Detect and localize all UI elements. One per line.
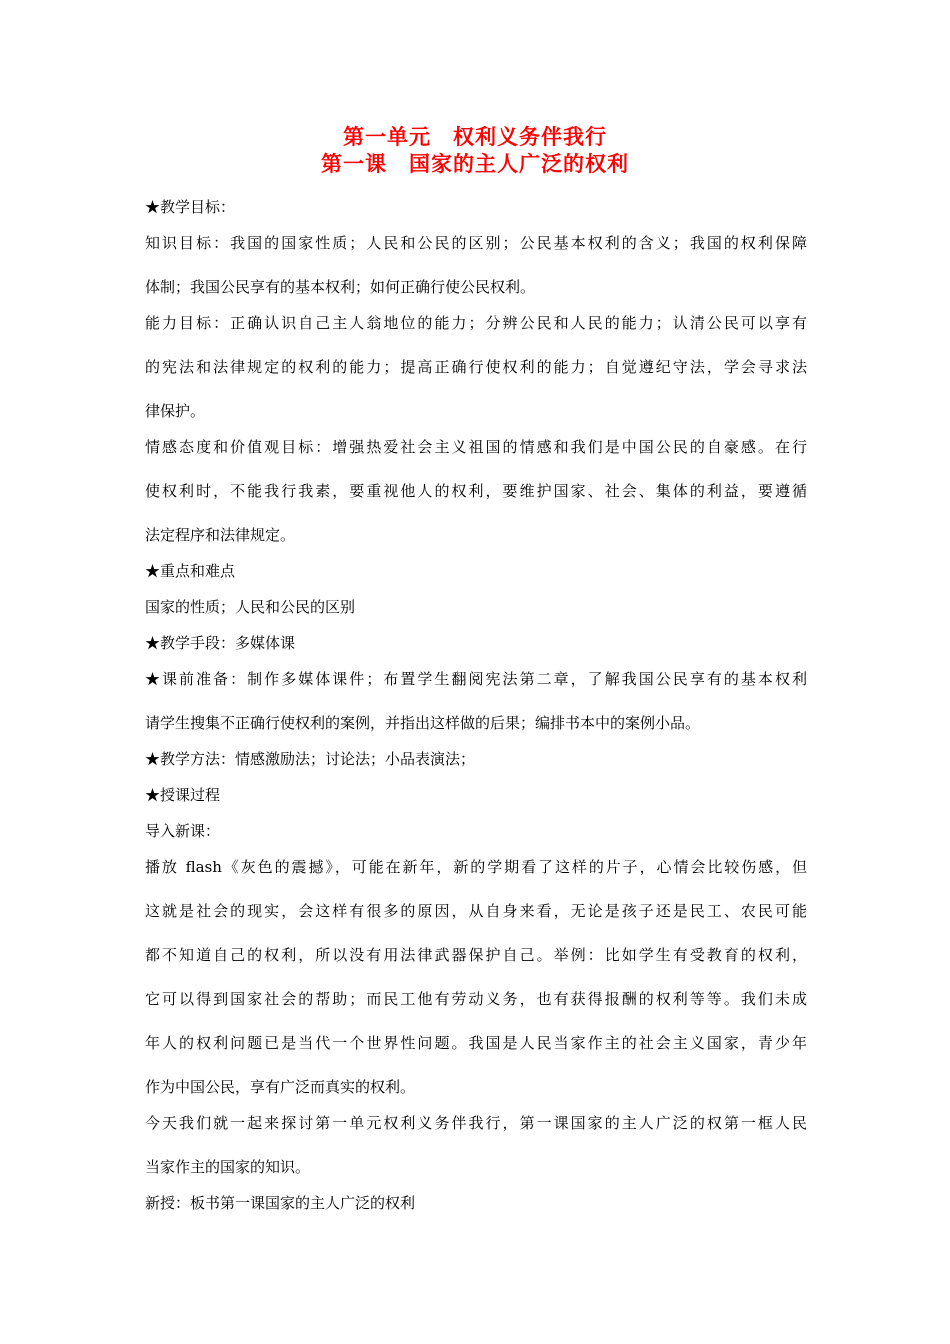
section-heading-process: ★授课过程: [145, 786, 221, 804]
teaching-methods: ★教学方法：情感激励法；讨论法；小品表演法；: [145, 750, 476, 768]
intro-paragraph-line-6: 作为中国公民，享有广泛而真实的权利。: [145, 1078, 416, 1096]
ability-objective-line-2: 的宪法和法律规定的权利的能力；提高正确行使权利的能力；自觉遵纪守法，学会寻求法: [145, 358, 807, 376]
preparation-line-2: 请学生搜集不正确行使权利的案例，并指出这样做的后果；编排书本中的案例小品。: [145, 714, 701, 732]
unit-title: 第一单元 权利义务伴我行: [343, 124, 607, 149]
intro-paragraph-line-1: 播放 flash《灰色的震撼》，可能在新年，新的学期看了这样的片子，心情会比较伤感，但: [145, 858, 807, 876]
intro-heading: 导入新课：: [145, 822, 221, 840]
intro-paragraph-line-5: 年人的权利问题已是当代一个世界性问题。我国是人民当家作主的社会主义国家，青少年: [145, 1034, 807, 1052]
intro-paragraph-line-2: 这就是社会的现实，会这样有很多的原因，从自身来看，无论是孩子还是民工、农民可能: [145, 902, 807, 920]
emotion-objective-line-1: 情感态度和价值观目标：增强热爱社会主义祖国的情感和我们是中国公民的自豪感。在行: [145, 438, 807, 456]
emotion-objective-line-2: 使权利时，不能我行我素，要重视他人的权利，要维护国家、社会、集体的利益，要遵循: [145, 482, 807, 500]
key-points-text: 国家的性质；人民和公民的区别: [145, 598, 356, 616]
knowledge-objective-line-2: 体制；我国公民享有的基本权利；如何正确行使公民权利。: [145, 278, 536, 296]
section-heading-objectives: ★教学目标：: [145, 198, 236, 216]
today-paragraph-line-1: 今天我们就一起来探讨第一单元权利义务伴我行，第一课国家的主人广泛的权第一框人民: [145, 1114, 807, 1132]
knowledge-objective-line-1: 知识目标：我国的国家性质；人民和公民的区别；公民基本权利的含义；我国的权利保障: [145, 234, 807, 252]
today-paragraph-line-2: 当家作主的国家的知识。: [145, 1158, 311, 1176]
section-heading-key-points: ★重点和难点: [145, 562, 236, 580]
document-body: [145, 200, 807, 1211]
lesson-title: 第一课 国家的主人广泛的权利: [321, 151, 629, 176]
teaching-means: ★教学手段：多媒体课: [145, 634, 296, 652]
new-lesson-line: 新授：板书第一课国家的主人广泛的权利: [145, 1194, 416, 1212]
ability-objective-line-3: 律保护。: [145, 402, 206, 420]
preparation-line-1: ★课前准备：制作多媒体课件；布置学生翻阅宪法第二章，了解我国公民享有的基本权利: [145, 670, 807, 688]
emotion-objective-line-3: 法定程序和法律规定。: [145, 526, 296, 544]
intro-paragraph-line-3: 都不知道自己的权利，所以没有用法律武器保护自己。举例：比如学生有受教育的权利，: [145, 946, 807, 964]
intro-paragraph-line-4: 它可以得到国家社会的帮助；而民工他有劳动义务，也有获得报酬的权利等等。我们未成: [145, 990, 807, 1008]
ability-objective-line-1: 能力目标：正确认识自己主人翁地位的能力；分辨公民和人民的能力；认清公民可以享有: [145, 314, 807, 332]
